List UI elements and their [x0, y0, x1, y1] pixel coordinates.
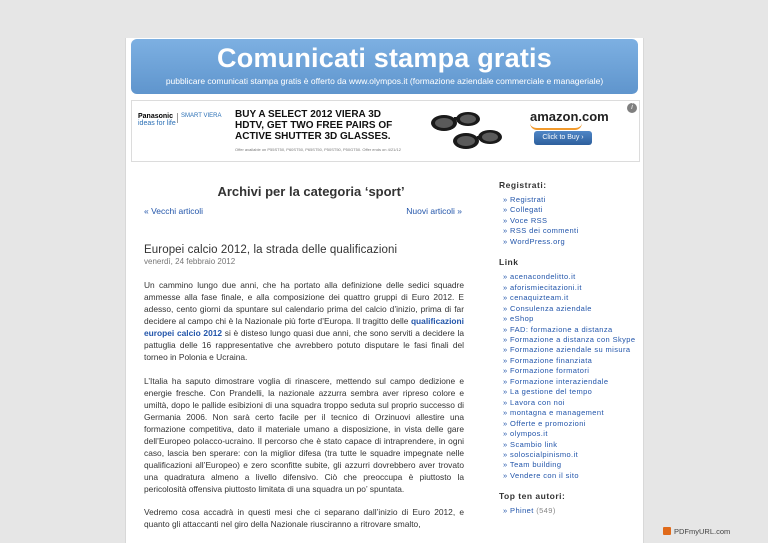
- list-item: » olympos.it: [503, 429, 548, 439]
- page-container: [125, 38, 644, 543]
- link-heading: Link: [499, 257, 519, 268]
- list-item: » Offerte e promozioni: [503, 418, 586, 428]
- sidebar-item-collegati: » Collegati: [503, 205, 543, 215]
- ad-brand-logo: Panasonic ideas for life: [138, 113, 176, 127]
- ad-headline: BUY A SELECT 2012 VIERA 3D HDTV, GET TWO FREE PAIRS OF ACTIVE SHUTTER 3D GLASSES.: [235, 109, 393, 142]
- sidebar-item-rss-comments: » RSS dei commenti: [503, 226, 579, 236]
- list-item: » montagna e management: [503, 408, 604, 418]
- author-count: (549): [536, 506, 556, 516]
- main-content: [144, 184, 464, 530]
- info-icon[interactable]: i: [627, 103, 637, 113]
- site-title[interactable]: Comunicati stampa gratis: [217, 43, 552, 73]
- ad-divider: [177, 113, 178, 123]
- post-paragraph: Vedremo cosa accadrà in questi mesi che ci separano dall’inizio di Euro 2012, e quanto gli attaccanti nel giro della Nazionale riusciranno a ritrovare smalto,: [144, 507, 464, 529]
- top-authors-heading: Top ten autori:: [499, 491, 566, 502]
- archive-title: Archivi per la categoria ‘sport’: [217, 184, 405, 199]
- list-item: » Formazione formatori: [503, 366, 590, 376]
- list-item: » aforismiecitazioni.it: [503, 282, 582, 292]
- list-item: » Formazione a distanza con Skype: [503, 334, 636, 344]
- link-list: [499, 272, 639, 481]
- list-item: » cenaquizteam.it: [503, 293, 569, 303]
- ad-fineprint: Offer available on P55ST50, P60ST50, P65ST50, P50ST50, P50GT50. Offer ends on 4/21/12: [235, 147, 401, 152]
- ad-viera-logo: SMART VIERA: [181, 113, 222, 119]
- click-to-buy-button[interactable]: Click to Buy ›: [534, 131, 592, 145]
- older-posts-link[interactable]: « Vecchi articoli: [144, 206, 204, 216]
- post-title[interactable]: Europei calcio 2012, la strada delle qualificazioni: [144, 244, 398, 256]
- sidebar-item-rss: » Voce RSS: [503, 215, 548, 225]
- ad-banner[interactable]: [131, 100, 640, 162]
- sidebar: [499, 180, 639, 517]
- top-authors-list: [499, 506, 639, 516]
- post-date: venerdì, 24 febbraio 2012: [144, 257, 236, 266]
- 3d-glasses-image: [422, 105, 510, 155]
- post-navigation: [144, 206, 464, 220]
- list-item: » eShop: [503, 314, 534, 324]
- list-item: » Consulenza aziendale: [503, 303, 592, 313]
- list-item: » Scambio link: [503, 439, 558, 449]
- list-item: » Formazione finanziata: [503, 355, 593, 365]
- list-item: » Formazione aziendale su misura: [503, 345, 631, 355]
- post-paragraph: L’Italia ha saputo dimostrare voglia di rinascere, mettendo sul campo dedizione e energie fresche. Con Prandelli, la nazionale azzurra sembra aver ripreso colore e umiltà, dopo le pallide esibizioni di una squadra troppo seduta sul proprio successo di Germania 2006. Non sarà certo facile per il tecnico di Orzinuovi allestire una formazione competitiva, dato il materiale umano a disposizione, in vista delle gare dell’Europeo polacco-ucraino. Il percorso che è stato capace di intraprendere, in ogni caso, lascia ben sperare: con la miglior difesa (tra tutte le squadre impegnate nelle qualificazioni all’Europeo) e zero sconfitte subite, gli azzurri dovrebbero aver trovato una quadratura almeno a livello difensivo. Ciò che preoccupa è piuttosto la pericolosità offensiva piuttosto limitata di una squadra un po’ spuntata.: [144, 376, 464, 494]
- list-item: » Lavora con noi: [503, 397, 565, 407]
- list-item: » Phinet (549): [503, 506, 556, 516]
- site-description: pubblicare comunicati stampa gratis è offerto da www.olympos.it (formazione aziendale commerciale e manageriale): [165, 76, 604, 86]
- list-item: » soloscialpinismo.it: [503, 449, 579, 459]
- pdfmyurl-badge[interactable]: PDFmyURL.com: [663, 527, 730, 536]
- list-item: » FAD: formazione a distanza: [503, 324, 613, 334]
- list-item: » La gestione del tempo: [503, 387, 593, 397]
- newer-posts-link[interactable]: Nuovi articoli »: [406, 206, 462, 216]
- sidebar-item-registrati: » Registrati: [503, 195, 546, 204]
- list-item: » Vendere con il sito: [503, 470, 579, 480]
- post-paragraph: Un cammino lungo due anni, che ha portato alla definizione delle sedici squadre ammesse alla fase finale, e alla composizione dei quattro gruppi di Euro 2012. E adesso, cento giorni da spuntare sul calendario prima del calcio d’inizio, prima di far decidere al campo chi è la Nazionale più forte d’Europa. Il tragitto delle qualificazioni europei calcio 2012 si è disteso lungo quasi due anni, che sono serviti a decidere la pattuglia delle 16 rappresentative che avrebbero potuto disputare le fasi finali del torneo in Polonia e Ucraina.: [144, 280, 464, 362]
- list-item: » Team building: [503, 460, 562, 470]
- registrati-list: [499, 195, 639, 247]
- sidebar-item-wordpress: » WordPress.org: [503, 236, 566, 246]
- site-header: [131, 39, 638, 94]
- registrati-heading: Registrati:: [499, 180, 547, 190]
- list-item: » Formazione interaziendale: [503, 376, 609, 386]
- list-item: » acenacondelitto.it: [503, 272, 576, 282]
- pdf-icon: [663, 527, 671, 535]
- qualifications-link[interactable]: qualificazioni europei calcio 2012: [144, 316, 464, 338]
- amazon-logo: amazon.com: [530, 109, 609, 124]
